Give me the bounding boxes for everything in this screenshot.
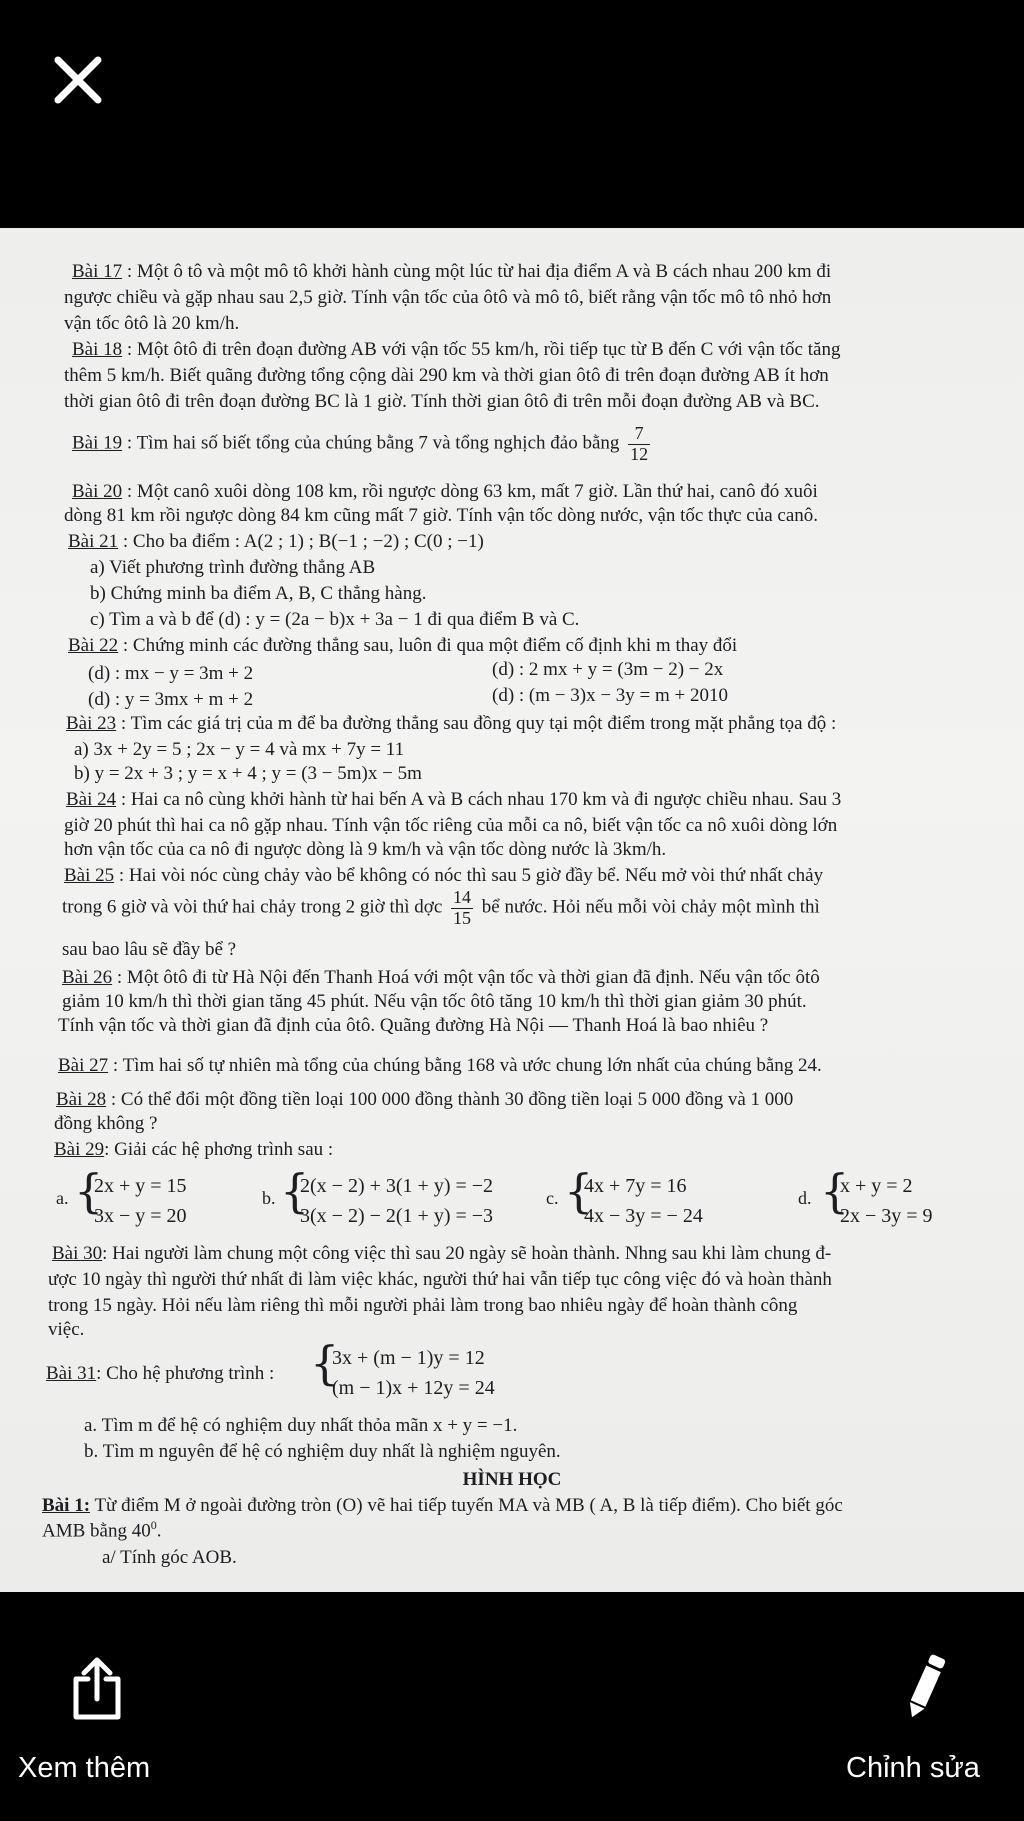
text-line: việc. bbox=[48, 1319, 85, 1340]
text-line: vận tốc ôtô là 20 km/h. bbox=[64, 313, 240, 334]
text-line: Bài 19 : Tìm hai số biết tổng của chúng bằng 7 và tổng nghịch đảo bằng $\frac{7}{12}$ bbox=[72, 423, 649, 464]
text-line: Bài 21 : Cho ba điểm : A(2 ; 1) ; B(−1 ; −2) ; C(0 ; −1) bbox=[68, 531, 484, 552]
text-line: Bài 31: Cho hệ phương trình : bbox=[46, 1363, 275, 1384]
text-line: giảm 10 km/h thì thời gian tăng 45 phút. Nếu vận tốc ôtô tăng 10 km/h thì thời gian giảm 30 phút. bbox=[62, 991, 807, 1012]
document-page: Bài 17 : Một ô tô và một mô tô khởi hành cùng một lúc từ hai địa điểm A và B cách nhau 200 km đi ngược chiều và gặp nhau sau 2,5 giờ. Tính vận tốc của ôtô và mô tô, biết rằng vận tốc mô tô nhỏ hơn vận tốc ôtô là 20 km/h. Bài 18 : Một ôtô đi trên đoạn đường AB với vận tốc 55 km/h, rồi tiếp tục từ B đến C với vận tốc tăng thêm 5 km/h. Biết quãng đường tổng cộng dài 290 km và thời gian ôtô đi trên đoạn đường AB ít hơn thời gian ôtô đi trên đoạn đường BC là 1 giờ. Tính thời gian ôtô đi trên mỗi đoạn đường AB và BC. Bài 19 : Tìm hai số biết tổng của chúng bằng 7 và tổng nghịch đảo bằng $\frac{7}{12}$ Bài 20 : Một canô xuôi dòng 108 km, rồi ngược dòng 63 km, mất 7 giờ. Lần thứ hai, canô đó xuôi dòng 81 km rồi ngược dòng 84 km cũng mất 7 giờ. Tính vận tốc dòng nước, vận tốc thực của canô. Bài 21 : Cho ba điểm : A(2 ; 1) ; B(−1 ; −2) ; C(0 ; −1) a) Viết phương trình đường thẳng AB b) Chứng minh ba điểm A, B, C thẳng hàng. c) Tìm a và b để (d) : y = (2a − b)x + 3a − 1 đi qua điểm B và C. Bài 22 : Chứng minh các đường thẳng sau, luôn đi qua một điểm cố định khi m thay đổi (d) : mx − y = 3m + 2 (d) : 2 mx + y = (3m − 2) − 2x (d) : y = 3mx + m + 2 (d) : (m − 3)x − 3y = m + 2010 Bài 23 : Tìm các giá trị của m để ba đường thẳng sau đồng quy tại một điểm trong mặt phẳng tọa độ : a) 3x + 2y = 5 ; 2x − y = 4 và mx + 7y = 11 b) y = 2x + 3 ; y = x + 4 ; y = (3 − 5m)x − 5m Bài 24 : Hai ca nô cùng khởi hành từ hai bến A và B cách nhau 170 km và đi ngược chiều nhau. Sau 3 giờ 20 phút thì hai ca nô gặp nhau. Tính vận tốc riêng của mỗi ca nô, biết vận tốc ca nô xuôi dòng lớn hơn vận tốc của ca nô đi ngược dòng là 9 km/h và vận tốc dòng nước là 3km/h. Bài 25 : Hai vòi nóc cùng chảy vào bể không có nóc thì sau 5 giờ đầy bể. Nếu mở vòi thứ nhất chảy trong 6 giờ và vòi thứ hai chảy trong 2 giờ thì dợc $\frac{14}{15}$ bể nước. Hỏi nếu mỗi vòi chảy một mình thì sau bao lâu sẽ đầy bể ? Bài 26 : Một ôtô đi từ Hà Nội đến Thanh Hoá với một vận tốc và thời gian đã định. Nếu vận tốc ôtô giảm 10 km/h thì thời gian tăng 45 phút. Nếu vận tốc ôtô tăng 10 km/h thì thời gian giảm 30 phút. Tính vận tốc và thời gian đã định của ôtô. Quãng đường Hà Nội — Thanh Hoá là bao nhiêu ? Bài 27 : Tìm hai số tự nhiên mà tổng của chúng bằng 168 và ước chung lớn nhất của chúng bằng 24. Bài 28 : Có thể đổi một đồng tiền loại 100 000 đồng thành 30 đồng tiền loại 5 000 đồng và 1 000 đồng không ? Bài 29: Giải các hệ phơng trình sau : a. { 2x + y = 15 3x − y = 20 b. { 2(x − 2) + 3(1 + y) = −2 3(x − 2) − 2(1 + y) = −3 c. { 4x + 7y = 16 4x − 3y = − 24 d. { x + y = 2 2x − 3y = 9 Bài 30: Hai người làm chung một công việc thì sau 20 ngày sẽ hoàn thành. Nhng sau khi làm chung đ- ược 10 ngày thì người thứ nhất đi làm việc khác, người thứ hai vẫn tiếp tục công việc đó và hoàn thành trong 15 ngày. Hỏi nếu làm riêng thì mỗi người phải làm trong bao nhiêu ngày để hoàn thành công việc. Bài 31: Cho hệ phương trình : { 3x + (m − 1)y = 12 (m − 1)x + 12y = 24 a. Tìm m để hệ có nghiệm duy nhất thỏa mãn x + y = −1. b. Tìm m nguyên để hệ có nghiệm duy nhất là nghiệm nguyên. HÌNH HỌC Bài 1: Từ điểm M ở ngoài đường tròn (O) vẽ hai tiếp tuyến MA và MB ( A, B là tiếp điểm). Cho biết góc AMB bằng $40^0$. a/ Tính góc AOB. bbox=[0, 228, 1024, 1592]
text-line: giờ 20 phút thì hai ca nô gặp nhau. Tính vận tốc riêng của mỗi ca nô, biết vận tốc ca nô xuôi dòng lớn bbox=[64, 815, 838, 836]
text-line: ược 10 ngày thì người thứ nhất đi làm việc khác, người thứ hai vẫn tiếp tục công việc đó và hoàn thành bbox=[48, 1269, 832, 1290]
text-line: Bài 1: Từ điểm M ở ngoài đường tròn (O) vẽ hai tiếp tuyến MA và MB ( A, B là tiếp điểm). Cho biết góc bbox=[42, 1495, 843, 1516]
text-line: Bài 18 : Một ôtô đi trên đoạn đường AB với vận tốc 55 km/h, rồi tiếp tục từ B đến C với vận tốc tăng bbox=[72, 339, 841, 360]
brace: { bbox=[74, 1164, 104, 1218]
bottom-toolbar bbox=[0, 1592, 1024, 1821]
brace: { bbox=[280, 1164, 310, 1218]
text-line: Bài 24 : Hai ca nô cùng khởi hành từ hai bến A và B cách nhau 170 km và đi ngược chiều nhau. Sau 3 bbox=[66, 789, 842, 810]
text-line: Bài 17 : Một ô tô và một mô tô khởi hành cùng một lúc từ hai địa điểm A và B cách nhau 200 km đi bbox=[72, 261, 832, 282]
edit-button[interactable]: Chỉnh sửa bbox=[846, 1752, 980, 1784]
text-line: b) Chứng minh ba điểm A, B, C thẳng hàng. bbox=[90, 583, 427, 604]
fraction: $\frac{14}{15}$ bbox=[453, 887, 472, 928]
brace: { bbox=[564, 1164, 594, 1218]
pencil-icon[interactable] bbox=[900, 1652, 950, 1724]
text-line: b. Tìm m nguyên để hệ có nghiệm duy nhất là nghiệm nguyên. bbox=[84, 1441, 561, 1462]
share-icon[interactable] bbox=[68, 1655, 126, 1721]
brace: { bbox=[820, 1164, 850, 1218]
text-line: a/ Tính góc AOB. bbox=[102, 1547, 237, 1568]
text-line: b) y = 2x + 3 ; y = x + 4 ; y = (3 − 5m)x − 5m bbox=[74, 763, 422, 784]
brace: { bbox=[310, 1336, 340, 1390]
text-line: Bài 22 : Chứng minh các đường thẳng sau, luôn đi qua một điểm cố định khi m thay đổi bbox=[68, 635, 738, 656]
text-line: sau bao lâu sẽ đầy bể ? bbox=[62, 939, 237, 960]
document-photo bbox=[0, 228, 1024, 1592]
close-icon[interactable] bbox=[48, 50, 108, 110]
text-line: Bài 20 : Một canô xuôi dòng 108 km, rồi ngược dòng 63 km, mất 7 giờ. Lần thứ hai, canô đó xuôi bbox=[72, 481, 818, 502]
text-line: trong 15 ngày. Hỏi nếu làm riêng thì mỗi người phải làm trong bao nhiêu ngày để hoàn thành công bbox=[48, 1295, 798, 1316]
text-line: a. Tìm m để hệ có nghiệm duy nhất thỏa mãn x + y = −1. bbox=[84, 1415, 518, 1436]
text-line: dòng 81 km rồi ngược dòng 84 km cũng mất 7 giờ. Tính vận tốc dòng nước, vận tốc thực của canô. bbox=[64, 505, 819, 526]
text-line: Bài 27 : Tìm hai số tự nhiên mà tổng của chúng bằng 168 và ước chung lớn nhất của chúng bằng 24. bbox=[58, 1055, 822, 1076]
text-line: Bài 25 : Hai vòi nóc cùng chảy vào bể không có nóc thì sau 5 giờ đầy bể. Nếu mở vòi thứ nhất chảy bbox=[64, 865, 824, 886]
text-line: hơn vận tốc của ca nô đi ngược dòng là 9 km/h và vận tốc dòng nước là 3km/h. bbox=[64, 839, 667, 860]
text-line: Bài 23 : Tìm các giá trị của m để ba đường thẳng sau đồng quy tại một điểm trong mặt phẳng tọa độ : bbox=[66, 713, 837, 734]
text-line: a) 3x + 2y = 5 ; 2x − y = 4 và mx + 7y = 11 bbox=[74, 739, 405, 760]
text-line: c) Tìm a và b để (d) : y = (2a − b)x + 3a − 1 đi qua điểm B và C. bbox=[90, 609, 580, 630]
top-bar bbox=[0, 0, 1024, 228]
text-line: (d) : mx − y = 3m + 2 bbox=[88, 663, 254, 684]
fraction: $\frac{7}{12}$ bbox=[630, 423, 649, 464]
text-line: trong 6 giờ và vòi thứ hai chảy trong 2 giờ thì dợc $\frac{14}{15}$ bể nước. Hỏi nếu mỗi vòi chảy một mình thì bbox=[62, 887, 820, 928]
text-line: ngược chiều và gặp nhau sau 2,5 giờ. Tính vận tốc của ôtô và mô tô, biết rằng vận tốc mô tô nhỏ hơn bbox=[64, 287, 832, 308]
text-line: (d) : (m − 3)x − 3y = m + 2010 bbox=[492, 685, 729, 706]
text-line: Tính vận tốc và thời gian đã định của ôtô. Quãng đường Hà Nội — Thanh Hoá là bao nhiêu ? bbox=[58, 1015, 769, 1036]
text-line: thêm 5 km/h. Biết quãng đường tổng cộng dài 290 km và thời gian ôtô đi trên đoạn đường AB ít hơn bbox=[64, 365, 829, 386]
text-line: Bài 28 : Có thể đổi một đồng tiền loại 100 000 đồng thành 30 đồng tiền loại 5 000 đồng và 1 000 bbox=[56, 1089, 794, 1110]
section-heading: HÌNH HỌC bbox=[462, 1469, 562, 1490]
text-line: Bài 26 : Một ôtô đi từ Hà Nội đến Thanh Hoá với một vận tốc và thời gian đã định. Nếu vận tốc ôtô bbox=[62, 967, 820, 988]
text-line: AMB bằng $40^0$. bbox=[42, 1518, 162, 1542]
text-line: Bài 29: Giải các hệ phơng trình sau : bbox=[54, 1139, 334, 1160]
text-line: a) Viết phương trình đường thẳng AB bbox=[90, 557, 376, 578]
text-line: (d) : y = 3mx + m + 2 bbox=[88, 689, 254, 710]
text-line: Bài 30: Hai người làm chung một công việc thì sau 20 ngày sẽ hoàn thành. Nhng sau khi làm chung đ- bbox=[52, 1243, 832, 1264]
text-line: (d) : 2 mx + y = (3m − 2) − 2x bbox=[492, 659, 724, 680]
more-button[interactable]: Xem thêm bbox=[18, 1752, 151, 1784]
text-line: thời gian ôtô đi trên đoạn đường BC là 1 giờ. Tính thời gian ôtô đi trên mỗi đoạn đường AB và BC. bbox=[64, 391, 820, 412]
text-line: đồng không ? bbox=[54, 1113, 158, 1134]
